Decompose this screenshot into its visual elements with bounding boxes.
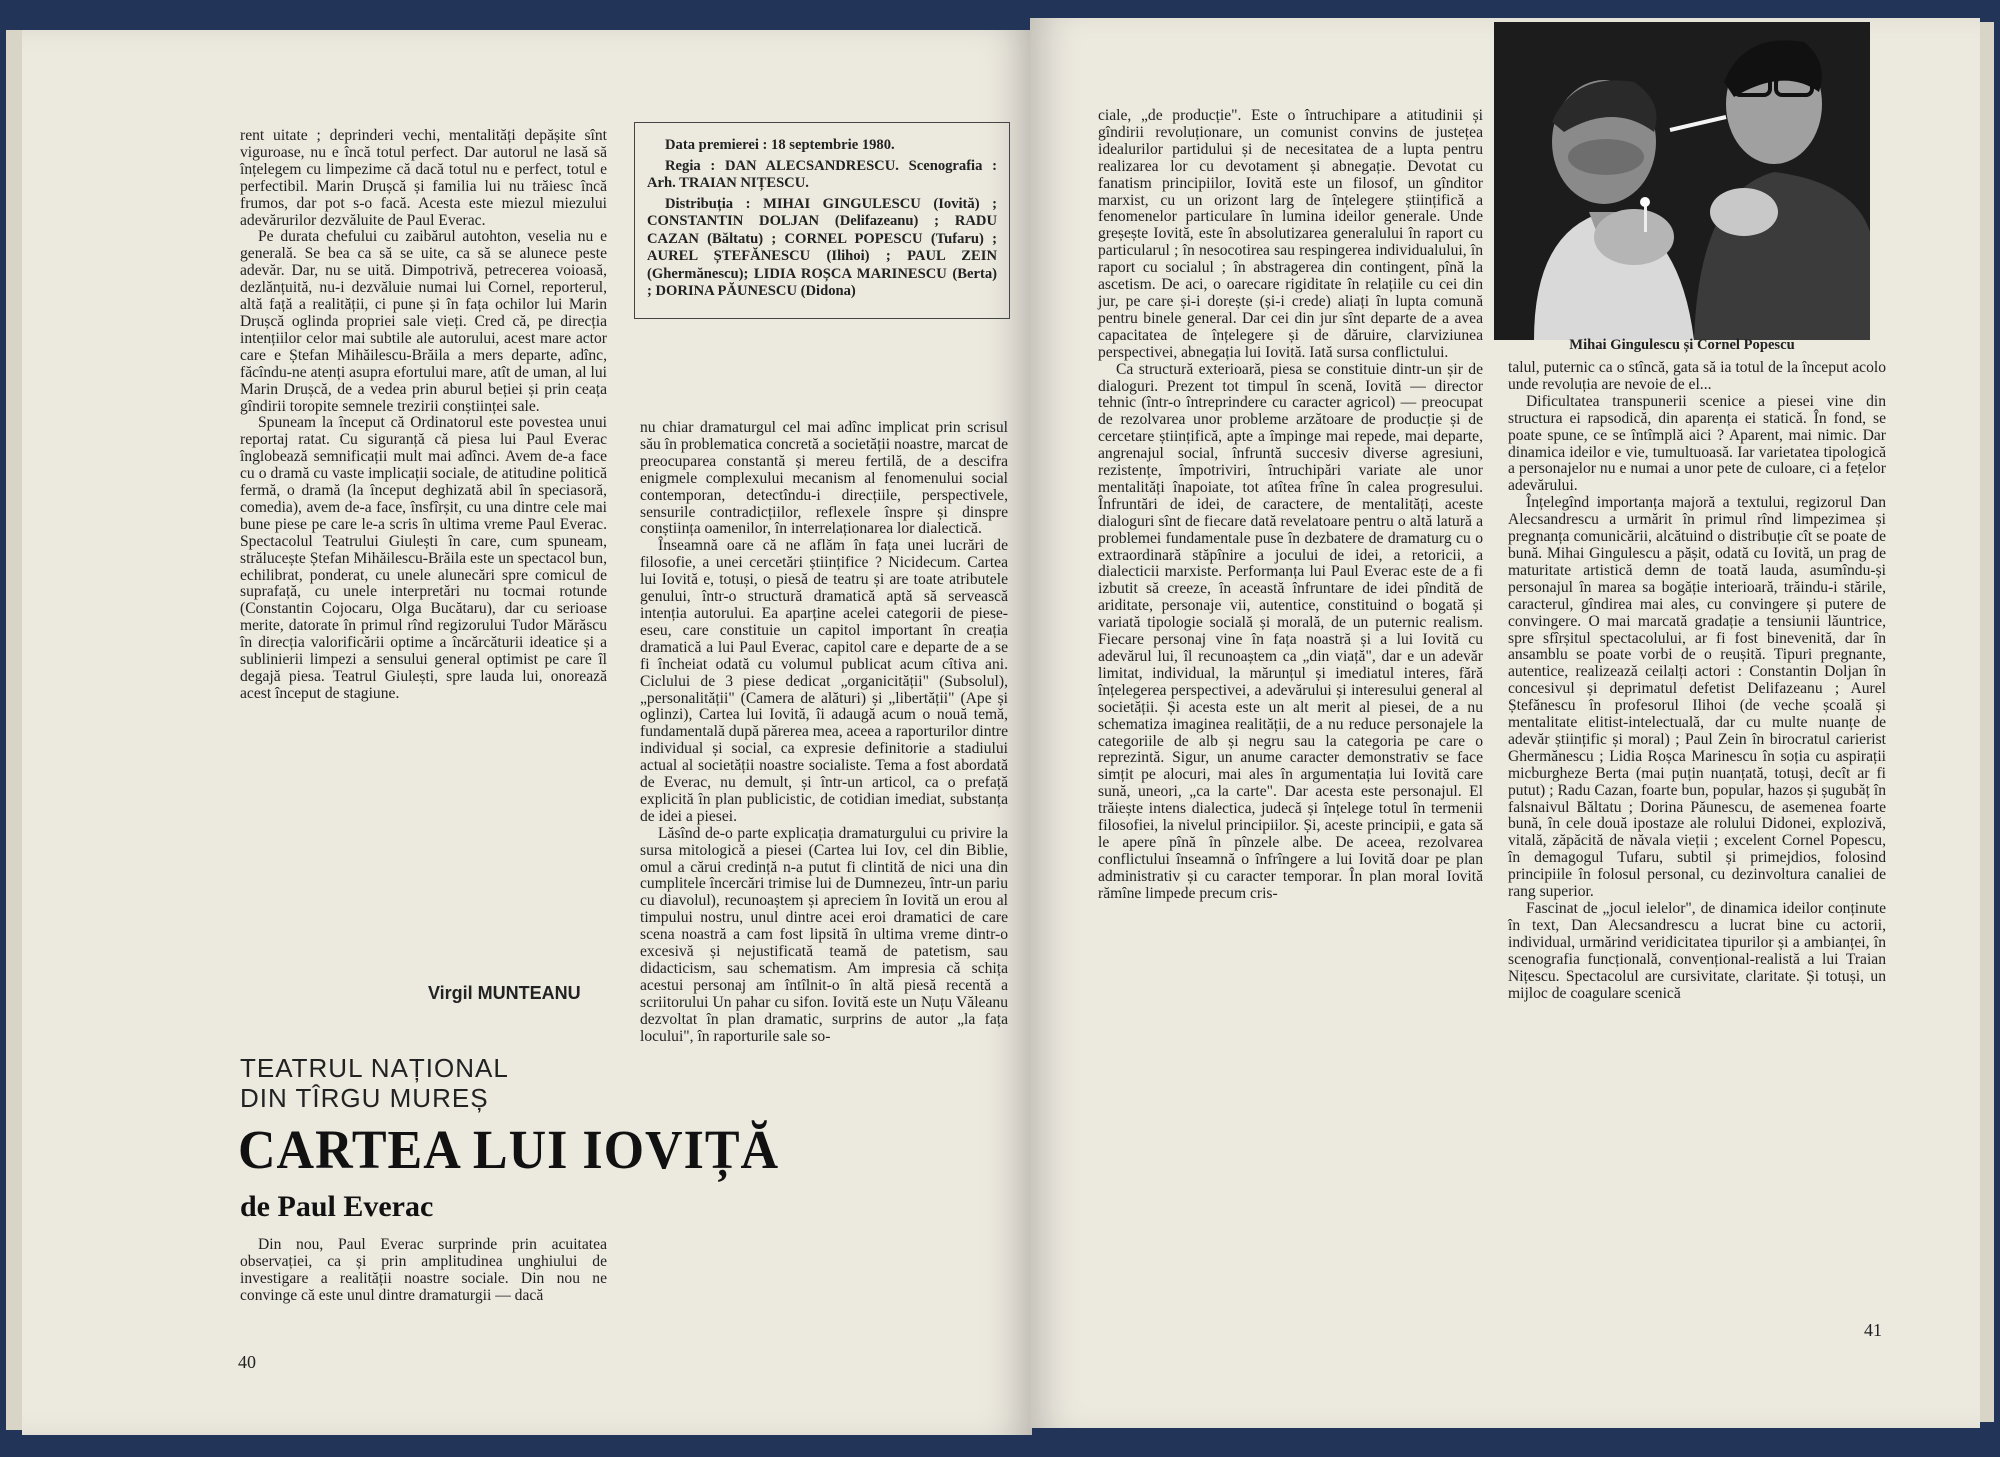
production-photo <box>1494 22 1870 340</box>
right-page-edges <box>1978 22 1994 1422</box>
right-col1-paragraph: Ca structură exterioară, piesa se constituie dintr-un șir de dialoguri. Prezent tot timpul în scenă, Iovită — director tehnic (într-o întreprindere cu caracter agricol) — preocupat de rezolvarea unor probleme arzătoare de producție și de cercetare științifică, apte a împinge mai repede, mai departe, angrenajul social, înfruntă succesiv diverse agresiuni, rezistențe, împotriviri, întruchipări variate ale unor mentalități înapoiate, tot atîtea frîne în calea progresului. Înfruntări de idei, de caractere, de mentalități, aceste dialoguri sînt de fiecare dată revelatoare pentru o altă latură a problemei fundamentale puse în dezbatere de dramaturg cu o extraordinară stăpînire a jocului de idei, a retoricii, a dialecticii marxiste. Performanța lui Paul Everac este de a fi izbutit să creeze, în această înfruntare de idei pîndită de ariditate, personaje vii, autentice, constituind o bogată și variată tipologie socială și morală, de un puternic realism. Fiecare personaj vine în fața noastră și a lui Iovită cu adevărul lui, îl recunoaștem ca „din viață", dar e un adevăr limitat, individual, la mărunțul și imediatul interes, fără înțelegerea perspectivei, a adevărului și interesului general al societății. Și acesta este un alt merit al piesei, de a nu schematiza imaginea realității, de a nu reduce personajele la categoriile de alb și negru sau la categoria pe care o reprezintă. Sigur, un anume caracter demonstrativ se face simțit pe alocuri, mai ales în argumentația lui Iovită care sună, uneori, „ca la carte". Dar acesta este personajul. El trăiește intens dialectica, judecă și înțelege totul în termenii filosofiei, la nivelul principiilor. Și, aceste principii, e gata să le apere pînă în pînzele albe. De aceea, rezolvarea conflictului înseamnă o înfrîngere a lui Iovită doar pe plan administrativ și cu caracter temporar. În plan moral Iovită rămîne limpede precum cris- <box>1098 360 1483 902</box>
left-col2-paragraph: Lăsînd de-o parte explicația dramaturgului cu privire la sursa mitologică a piesei (Cartea lui Iov, cel din Biblie, omul a cărui credință n-a putut fi clintită de nici una din cumplitele încercări trimise lui de Dumnezeu, într-un pariu cu diavolul), recunoaștem și apreciem în Iovită un erou al timpului nostru, unul dintre acei eroi dramatici de care scena noastră a cam fost lipsită în ultima vreme dintr-o excesivă și nejustificată teamă de patetism, sau didacticism, sau schematism. Am impresia că schița acestui personaj am întîlnit-o în altă piesă recentă a scriitorului Un pahar cu sifon. Iovită este un Nuțu Văleanu dezvoltat în plan dramatic, surprins de autor „la fața locului", în raporturile sale so- <box>640 824 1008 1045</box>
right-column-2 <box>1508 360 1886 1002</box>
left-col1-paragraph: rent uitate ; deprinderi vechi, mentalități depășite sînt viguroase, nu e încă totul perfect. Dar autorul ne lasă să înțelegem cu limpezime că dacă totul nu e perfect, totul e perfectibil. Marin Drușcă și familia lui nu trăiesc încă frumos, dar pot s-o facă. Acesta este miezul miezului adevărurilor dezvăluite de Paul Everac. <box>240 127 607 229</box>
left-col2-paragraph: nu chiar dramaturgul cel mai adînc implicat prin scrisul său în problematica concretă a societății noastre, marcat de preocuparea constantă și mereu fertilă, de a descifra enigmele complexului mecanism al fenomenului social contemporan, detectîndu-i direcțiile, perspectivele, sensurile contradicțiilor, reflexele înspre și dinspre conștiința oamenilor, în interrelaționarea lor dialectică. <box>640 419 1008 538</box>
article-author: Virgil MUNTEANU <box>428 983 581 1003</box>
left-page-edges <box>6 30 22 1430</box>
play-title: CARTEA LUI IOVIȚĂ <box>238 1120 780 1181</box>
play-byline: de Paul Everac <box>240 1190 434 1223</box>
article-intro <box>240 1237 607 1305</box>
right-column-1 <box>1098 108 1483 903</box>
intro-paragraph: Din nou, Paul Everac surprinde prin acuitatea observației, ca și prin amplitudinea unghiului de investigare a realității noastre sociale. Din nou ne convinge că este unul dintre dramaturgii — dacă <box>240 1236 607 1304</box>
page-number-left: 40 <box>238 1352 256 1372</box>
page-number-right: 41 <box>1864 1320 1882 1340</box>
left-col2-paragraph: Înseamnă oare că ne aflăm în fața unei lucrări de filosofie, a unei cercetări științifice ? Nicidecum. Cartea lui Iovită e, totuși, o piesă de teatru și are toate atributele genului, într-o structură dramatică aptă să servească intenția autorului. Ea aparține acelei categorii de piese-eseu, care constituie un capitol important în creația dramatică a lui Paul Everac, capitol care e departe de a se fi încheiat odată cu volumul publicat acum cîtiva ani. Ciclului de 3 piese dedicat „organicității" (Subsolul), „personalității" (Camera de alături) și „libertății" (Ape și oglinzi), Cartea lui Iovită, îi adaugă acum o nouă temă, fundamentală după părerea mea, aceea a raporturilor dintre individual și social, ca expresie definitorie a stadiului actual al societății noastre socialiste. Tema a fost abordată de Everac, nu demult, și într-un articol, ca o prefață explicită în plan publicistic, de cotidian imediat, substanța de idei a piesei. <box>640 537 1008 825</box>
right-col2-paragraph: Fascinat de „jocul ielelor", de dinamica ideilor conținute în text, Dan Alecsandrescu a lucrat bine cu actorii, individual, urmărind veridicitatea tipurilor și a ambianței, în scenografia funcțională, convențional-realistă a lui Traian Nițescu. Spectacolul are cursivitate, claritate. Și totuși, un mijloc de coagulare scenică <box>1508 900 1886 1002</box>
left-col1-paragraph: Spuneam la început că Ordinatorul este povestea unui reportaj ratat. Cu siguranță că piesa lui Paul Everac înglobează semnificații mult mai adînci. Avem de-a face cu o dramă cu vaste implicații sociale, de atitudine politică fermă, o dramă (la început deghizată abil în speciasoră, comedia), avem de-a face, însfîrșit, cu una dintre cele mai bune piese pe care le-a scris în ultima vreme Paul Everac. Spectacolul Teatrului Giulești în care, cum spuneam, strălucește Ștefan Mihăilescu-Brăila este un spectacol bun, echilibrat, ponderat, cu unele alunecări spre comicul de suprafață, cu unele interpretări nu tocmai rotunde (Constantin Cojocaru, Olga Bucătaru), dar cu serioase merite, datorate în primul rînd regizorului Tudor Mărăscu în direcția valorificării optime a încărcăturii ideatice și a sublinierii limpezi a sensului general optimist pe care îl degajă piesa. Teatrul Giulești, spre lauda lui, onorează acest început de stagiune. <box>240 414 607 702</box>
credits-direction: Regia : DAN ALECSANDRESCU. Scenografia : Arh. TRAIAN NIȚESCU. <box>647 157 997 191</box>
credits-premiere-date: Data premierei : 18 septembrie 1980. <box>665 137 895 153</box>
photo-caption: Mihai Gingulescu și Cornel Popescu <box>1569 337 1795 353</box>
left-column-1 <box>240 128 607 703</box>
left-col1-paragraph: Pe durata chefului cu zaibărul autohton, veselia nu e generală. Se bea ca să se uite, ca să se alunece peste adevăr. Dar, nu se uită. Dimpotrivă, petrecerea voioasă, dezlănțuită, nu-i dezvăluie numai lui Cornel, reporterul, altă față a realității, ci pune și în fața ochilor lui Marin Drușcă oglinda propriei sale vieți. Cred că, pe direcția intențiilor celor mai subtile ale autorului, acest mare actor care e Ștefan Mihăilescu-Brăila a mers departe, adînc, făcîndu-ne atenți asupra efortului mare, atît de uman, al lui Marin Drușcă, de a vedea prin aburul beției și prin ceața gîndirii toropite semnele trezirii conștiinței sale. <box>240 228 607 415</box>
actors-photo-illustration <box>1494 22 1870 340</box>
credits-cast: Distribuția : MIHAI GINGULESCU (Iovită) ; CONSTANTIN DOLJAN (Delifazeanu) ; RADU CAZAN (Băltatu) ; CORNEL POPESCU (Tufaru) ; AUREL ȘTEFĂNESCU (Ilihoi) ; PAUL ZEIN (Ghermănescu); LIDIA ROȘCA MARINESCU (Berta) ; DORINA PĂUNESCU (Didona) <box>647 195 997 299</box>
right-col2-paragraph: Înțelegînd importanța majoră a textului, regizorul Dan Alecsandrescu a urmărit în primul rînd limpezimea și pregnanța comunicării, alcătuind o distribuție cît se poate de bună. Mihai Gingulescu a pășit, odată cu Iovită, un prag de maturitate artistică demn de toată lauda, asumîndu-și personajul în marea sa bogăție interioară, trăindu-i stările, caracterul, gîndirea mai ales, cu convingere și putere de convingere. O mai marcată gradație a tensiunii lăuntrice, spre sfîrșitul spectacolului, ar fi fost binevenită, dar în ansamblu se poate vorbi de o reușită. Tipuri pregnante, autentice, realizează ceilalți actori : Constantin Doljan în concesivul și deprimatul defetist Delifazeanu ; Aurel Ștefănescu în profesorul Ilihoi (de veche școală și mentalitate elitist-intelectuală, dar cu multe nuanțe de adevăr științific și moral) ; Paul Zein în birocratul carierist Ghermănescu ; Lidia Roșca Marinescu în soția cu aspirații micburgheze Berta (mai puțin nuanțată, totuși, decît ar fi putut) ; Radu Cazan, foarte bun, popular, hazos și șugubăț în falsnaivul Băltatu ; Dorina Păunescu, de asemenea foarte bună, în cele două ipostaze ale rolului Didonei, explozivă, vitală, zăpăcită de năvala vieții ; excelent Cornel Popescu, în demagogul Tufaru, subtil și primejdios, folosind principiile în folosul personal, cu dezinvoltura canaliei de rang superior. <box>1508 494 1886 901</box>
theatre-name-line1: TEATRUL NAȚIONAL <box>240 1053 509 1083</box>
left-column-2 <box>640 420 1008 1046</box>
premiere-credits-box <box>634 122 1010 319</box>
right-col2-paragraph: talul, puternic ca o stîncă, gata să ia totul de la început acolo unde revoluția are nevoie de el... <box>1508 359 1886 393</box>
theatre-name-line2: DIN TÎRGU MUREȘ <box>240 1083 489 1113</box>
right-col2-paragraph: Dificultatea transpunerii scenice a piesei vine din structura ei rapsodică, din aparența ei statică. În fond, se poate spune, ce se întîmplă aici ? Aparent, mai nimic. Dar dinamica ideilor e vie, tumultuoasă. Iar varietatea tipologică a personajelor nu e numai a unor pete de culoare, ci a fețelor adevărului. <box>1508 392 1886 495</box>
right-col1-paragraph: ciale, „de producție". Este o întruchipare a atitudinii și gîndirii revoluționare, un comunist convins de justețea idealurilor partidului și de necesitatea de a lupta pentru realizarea lor cu devotament și abnegație. Devotat cu fanatism principiilor, Iovită este un filosof, un gînditor marxist, cu un orizont larg de înțelegere științifică a fenomenelor particulare în lumina ideilor generale. Unde greșește Iovită, este în absolutizarea generalului în raport cu particularul ; în nesocotirea sau respingerea individualului, în raport cu socialul ; în abstragerea din contingent, pînă la ascetism. De aci, o oarecare rigiditate în relațiile cu cei din jur, pe care și-i dorește (și-i crede) aliați în lupta comună pentru binele general. Dar cei din jur sînt departe de a avea capacitatea de înțelegere și de dăruire, clarviziunea perspectivei, abnegația lui Iovită. Iată sursa conflictului. <box>1098 107 1483 361</box>
